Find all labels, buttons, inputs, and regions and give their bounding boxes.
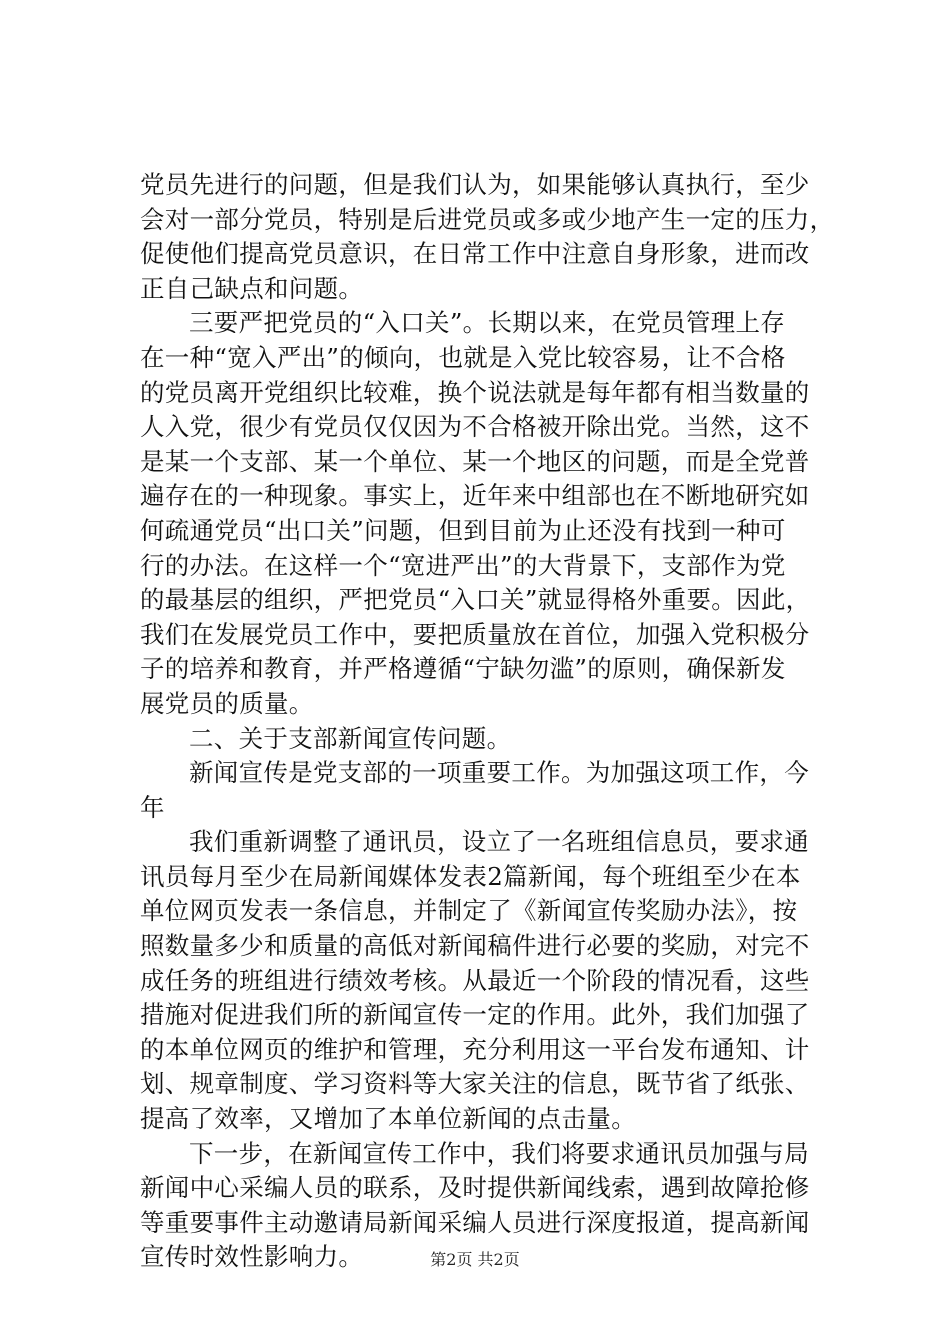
document-body bbox=[140, 168, 835, 1275]
text-line: 三要严把党员的“入口关”。长期以来，在党员管理上存 bbox=[189, 308, 786, 338]
text-line: 宣传时效性影响力。 bbox=[140, 1242, 364, 1272]
text-line: 人入党，很少有党员仅仅因为不合格被开除出党。当然，这不 bbox=[140, 412, 810, 442]
text-line: 会对一部分党员，特别是后进党员或多或少地产生一定的压力， bbox=[140, 204, 835, 234]
text-line: 展党员的质量。 bbox=[140, 688, 314, 718]
text-line: 讯员每月至少在局新闻媒体发表2篇新闻，每个班组至少在本 bbox=[140, 861, 801, 891]
text-line: 新闻中心采编人员的联系，及时提供新闻线索，遇到故障抢修 bbox=[140, 1173, 810, 1203]
text-line: 单位网页发表一条信息，并制定了《新闻宣传奖励办法》，按 bbox=[140, 896, 798, 926]
text-line: 我们在发展党员工作中，要把质量放在首位，加强入党积极分 bbox=[140, 619, 810, 649]
text-line: 措施对促进我们所的新闻宣传一定的作用。此外，我们加强了 bbox=[140, 1000, 810, 1030]
text-line: 遍存在的一种现象。事实上，近年来中组部也在不断地研究如 bbox=[140, 481, 810, 511]
text-line: 我们重新调整了通讯员，设立了一名班组信息员，要求通 bbox=[189, 827, 809, 857]
text-line: 的党员离开党组织比较难，换个说法就是每年都有相当数量的 bbox=[140, 377, 810, 407]
text-line: 的本单位网页的维护和管理，充分利用这一平台发布通知、计 bbox=[140, 1034, 810, 1064]
text-line: 二、关于支部新闻宣传问题。 bbox=[189, 723, 512, 753]
text-line: 的最基层的组织，严把党员“入口关”就显得格外重要。因此， bbox=[140, 585, 811, 615]
text-line: 党员先进行的问题，但是我们认为，如果能够认真执行，至少 bbox=[140, 170, 810, 199]
text-line: 是某一个支部、某一个单位、某一个地区的问题，而是全党普 bbox=[140, 446, 810, 476]
text-line: 何疏通党员“出口关”问题，但到目前为止还没有找到一种可 bbox=[140, 515, 786, 545]
text-line: 提高了效率，又增加了本单位新闻的点击量。 bbox=[140, 1104, 636, 1134]
text-line: 等重要事件主动邀请局新闻采编人员进行深度报道，提高新闻 bbox=[140, 1207, 810, 1237]
text-line: 子的培养和教育，并严格遵循“宁缺勿滥”的原则，确保新发 bbox=[140, 654, 786, 684]
text-line: 在一种“宽入严出”的倾向，也就是入党比较容易，让不合格 bbox=[140, 342, 786, 372]
text-line: 划、规章制度、学习资料等大家关注的信息，既节省了纸张、 bbox=[140, 1069, 810, 1099]
text-line: 行的办法。在这样一个“宽进严出”的大背景下，支部作为党 bbox=[140, 550, 786, 580]
text-line: 成任务的班组进行绩效考核。从最近一个阶段的情况看，这些 bbox=[140, 965, 810, 995]
text-line: 下一步，在新闻宣传工作中，我们将要求通讯员加强与局 bbox=[189, 1138, 809, 1168]
text-line: 年 bbox=[140, 792, 165, 822]
text-line: 新闻宣传是党支部的一项重要工作。为加强这项工作，今 bbox=[189, 758, 809, 788]
text-line: 促使他们提高党员意识，在日常工作中注意自身形象，进而改 bbox=[140, 239, 810, 269]
text-line: 照数量多少和质量的高低对新闻稿件进行必要的奖励，对完不 bbox=[140, 931, 810, 961]
page-footer: 第2页 共2页 bbox=[430, 1250, 520, 1269]
text-line: 正自己缺点和问题。 bbox=[140, 273, 364, 303]
